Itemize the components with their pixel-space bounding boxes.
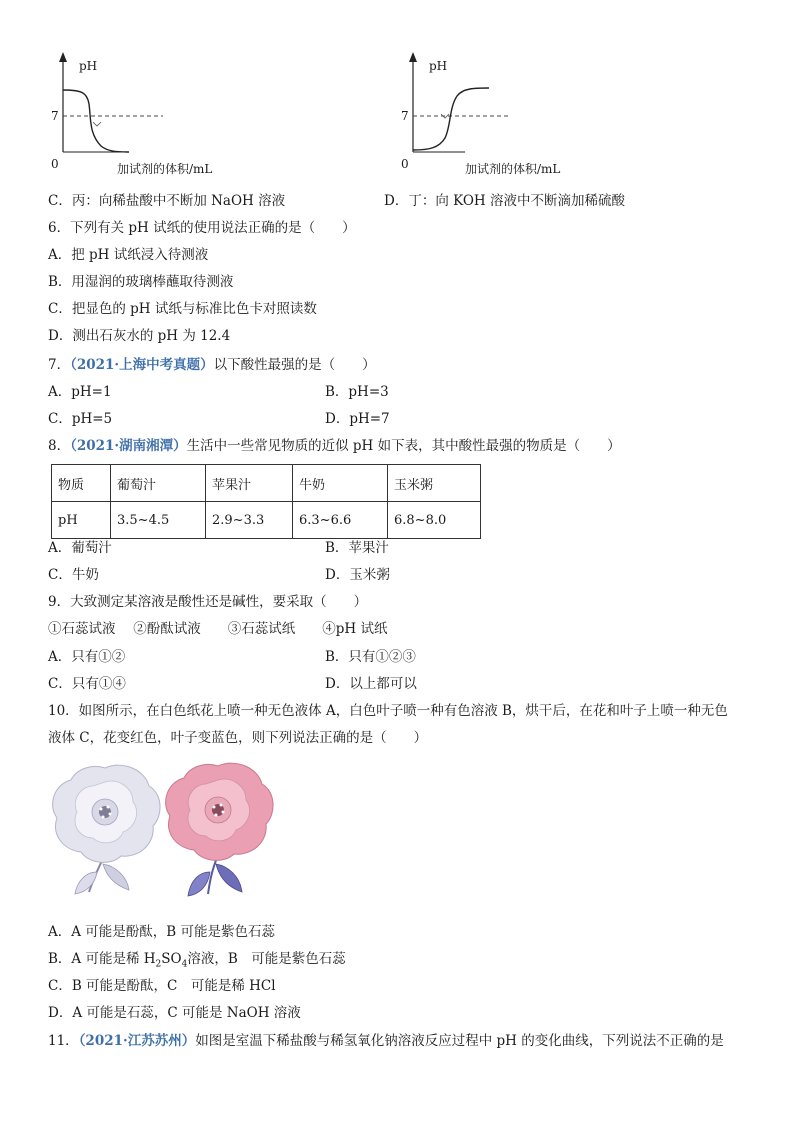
q11-stem bbox=[48, 1032, 724, 1050]
q8-text: 生活中一些常见物质的近似 pH 如下表，其中酸性最强的物质是（ ） bbox=[186, 438, 621, 454]
table-cell: 葡萄汁 bbox=[111, 465, 206, 502]
table-cell: pH bbox=[52, 502, 111, 539]
graph-c-ylabel: pH bbox=[79, 59, 98, 73]
q8-stem bbox=[48, 437, 621, 455]
q5-option-c: C．丙：向稀盐酸中不断加 NaOH 溶液 bbox=[48, 193, 286, 209]
q6-option-d: D．测出石灰水的 pH 为 12.4 bbox=[48, 328, 231, 344]
q7-option-d: D．pH=7 bbox=[325, 411, 390, 427]
table-cell: 玉米粥 bbox=[388, 465, 481, 502]
graph-d bbox=[395, 52, 605, 180]
q5-option-d: D．丁：向 KOH 溶液中不断滴加稀硫酸 bbox=[384, 193, 625, 209]
graph-c-seven: 7 bbox=[51, 109, 59, 123]
q7-stem bbox=[48, 356, 376, 374]
q9-option-d: D．以上都可以 bbox=[325, 676, 417, 692]
q9-option-b: B．只有①②③ bbox=[325, 649, 416, 665]
q10-option-b-sub2: 4 bbox=[181, 959, 188, 970]
graph-d-ylabel: pH bbox=[429, 59, 448, 73]
ph-table bbox=[51, 464, 481, 539]
q8-number: 8． bbox=[48, 438, 71, 454]
q10-option-b bbox=[48, 950, 346, 974]
q10-option-b-mid: SO bbox=[161, 951, 182, 967]
q10-option-b-sub1: 2 bbox=[155, 959, 162, 970]
q7-option-a: A．pH=1 bbox=[48, 384, 112, 400]
q8-option-b: B．苹果汁 bbox=[325, 540, 389, 556]
q9-stem: 9．大致测定某溶液是酸性还是碱性，要采取（ ） bbox=[48, 594, 368, 610]
q8-option-d: D．玉米粥 bbox=[325, 567, 390, 583]
q10-stem-line1: 10．如图所示，在白色纸花上喷一种无色液体 A，白色叶子喷一种有色溶液 B，烘干后，在花和叶子上喷一种无色 bbox=[48, 703, 728, 719]
q6-option-c: C．把显色的 pH 试纸与标准比色卡对照读数 bbox=[48, 301, 317, 317]
white-flower-image bbox=[45, 760, 165, 900]
q9-option-c: C．只有①④ bbox=[48, 676, 126, 692]
q10-option-b-post: 溶液，B 可能是紫色石蕊 bbox=[187, 951, 346, 967]
q10-stem-line2: 液体 C，花变红色，叶子变蓝色，则下列说法正确的是（ ） bbox=[48, 730, 428, 746]
table-cell: 2.9~3.3 bbox=[206, 502, 293, 539]
q8-option-c: C．牛奶 bbox=[48, 567, 99, 583]
table-cell: 物质 bbox=[52, 465, 111, 502]
table-row bbox=[52, 502, 481, 539]
q7-option-b: B．pH=3 bbox=[325, 384, 389, 400]
graph-d-xlabel: 加试剂的体积/mL bbox=[465, 162, 561, 176]
graph-d-seven: 7 bbox=[401, 109, 409, 123]
q10-option-a: A．A 可能是酚酞，B 可能是紫色石蕊 bbox=[48, 924, 276, 940]
q7-number: 7． bbox=[48, 357, 71, 373]
q11-text: 如图是室温下稀盐酸与稀氢氧化钠溶液反应过程中 pH 的变化曲线，下列说法不正确的是 bbox=[195, 1033, 724, 1049]
table-header-row bbox=[52, 465, 481, 502]
q10-option-d: D．A 可能是石蕊，C 可能是 NaOH 溶液 bbox=[48, 1005, 301, 1021]
q6-option-b: B．用湿润的玻璃棒蘸取待测液 bbox=[48, 274, 234, 290]
q10-option-b-pre: B．A 可能是稀 H bbox=[48, 951, 156, 967]
graph-c bbox=[45, 52, 255, 180]
pink-flower-image bbox=[160, 760, 280, 900]
table-cell: 6.8~8.0 bbox=[388, 502, 481, 539]
q11-source: （2021·江苏苏州） bbox=[78, 1033, 196, 1049]
table-cell: 苹果汁 bbox=[206, 465, 293, 502]
q6-stem: 6．下列有关 pH 试纸的使用说法正确的是（ ） bbox=[48, 220, 356, 236]
q9-option-a: A．只有①② bbox=[48, 649, 126, 665]
graph-c-xlabel: 加试剂的体积/mL bbox=[117, 162, 213, 176]
table-cell: 6.3~6.6 bbox=[293, 502, 388, 539]
table-cell: 牛奶 bbox=[293, 465, 388, 502]
table-cell: 3.5~4.5 bbox=[111, 502, 206, 539]
q6-option-a: A．把 pH 试纸浸入待测液 bbox=[48, 247, 209, 263]
q8-source: （2021·湖南湘潭） bbox=[70, 438, 187, 454]
graph-d-origin: 0 bbox=[401, 157, 409, 171]
q10-option-c: C．B 可能是酚酞，C 可能是稀 HCl bbox=[48, 978, 276, 994]
q9-items: ①石蕊试液 ②酚酞试液 ③石蕊试纸 ④pH 试纸 bbox=[48, 621, 388, 637]
q7-source: （2021·上海中考真题） bbox=[70, 357, 214, 373]
q7-option-c: C．pH=5 bbox=[48, 411, 113, 427]
q11-number: 11． bbox=[48, 1033, 79, 1049]
graph-c-origin: 0 bbox=[51, 157, 59, 171]
q8-option-a: A．葡萄汁 bbox=[48, 540, 112, 556]
q7-text: 以下酸性最强的是（ ） bbox=[213, 357, 376, 373]
